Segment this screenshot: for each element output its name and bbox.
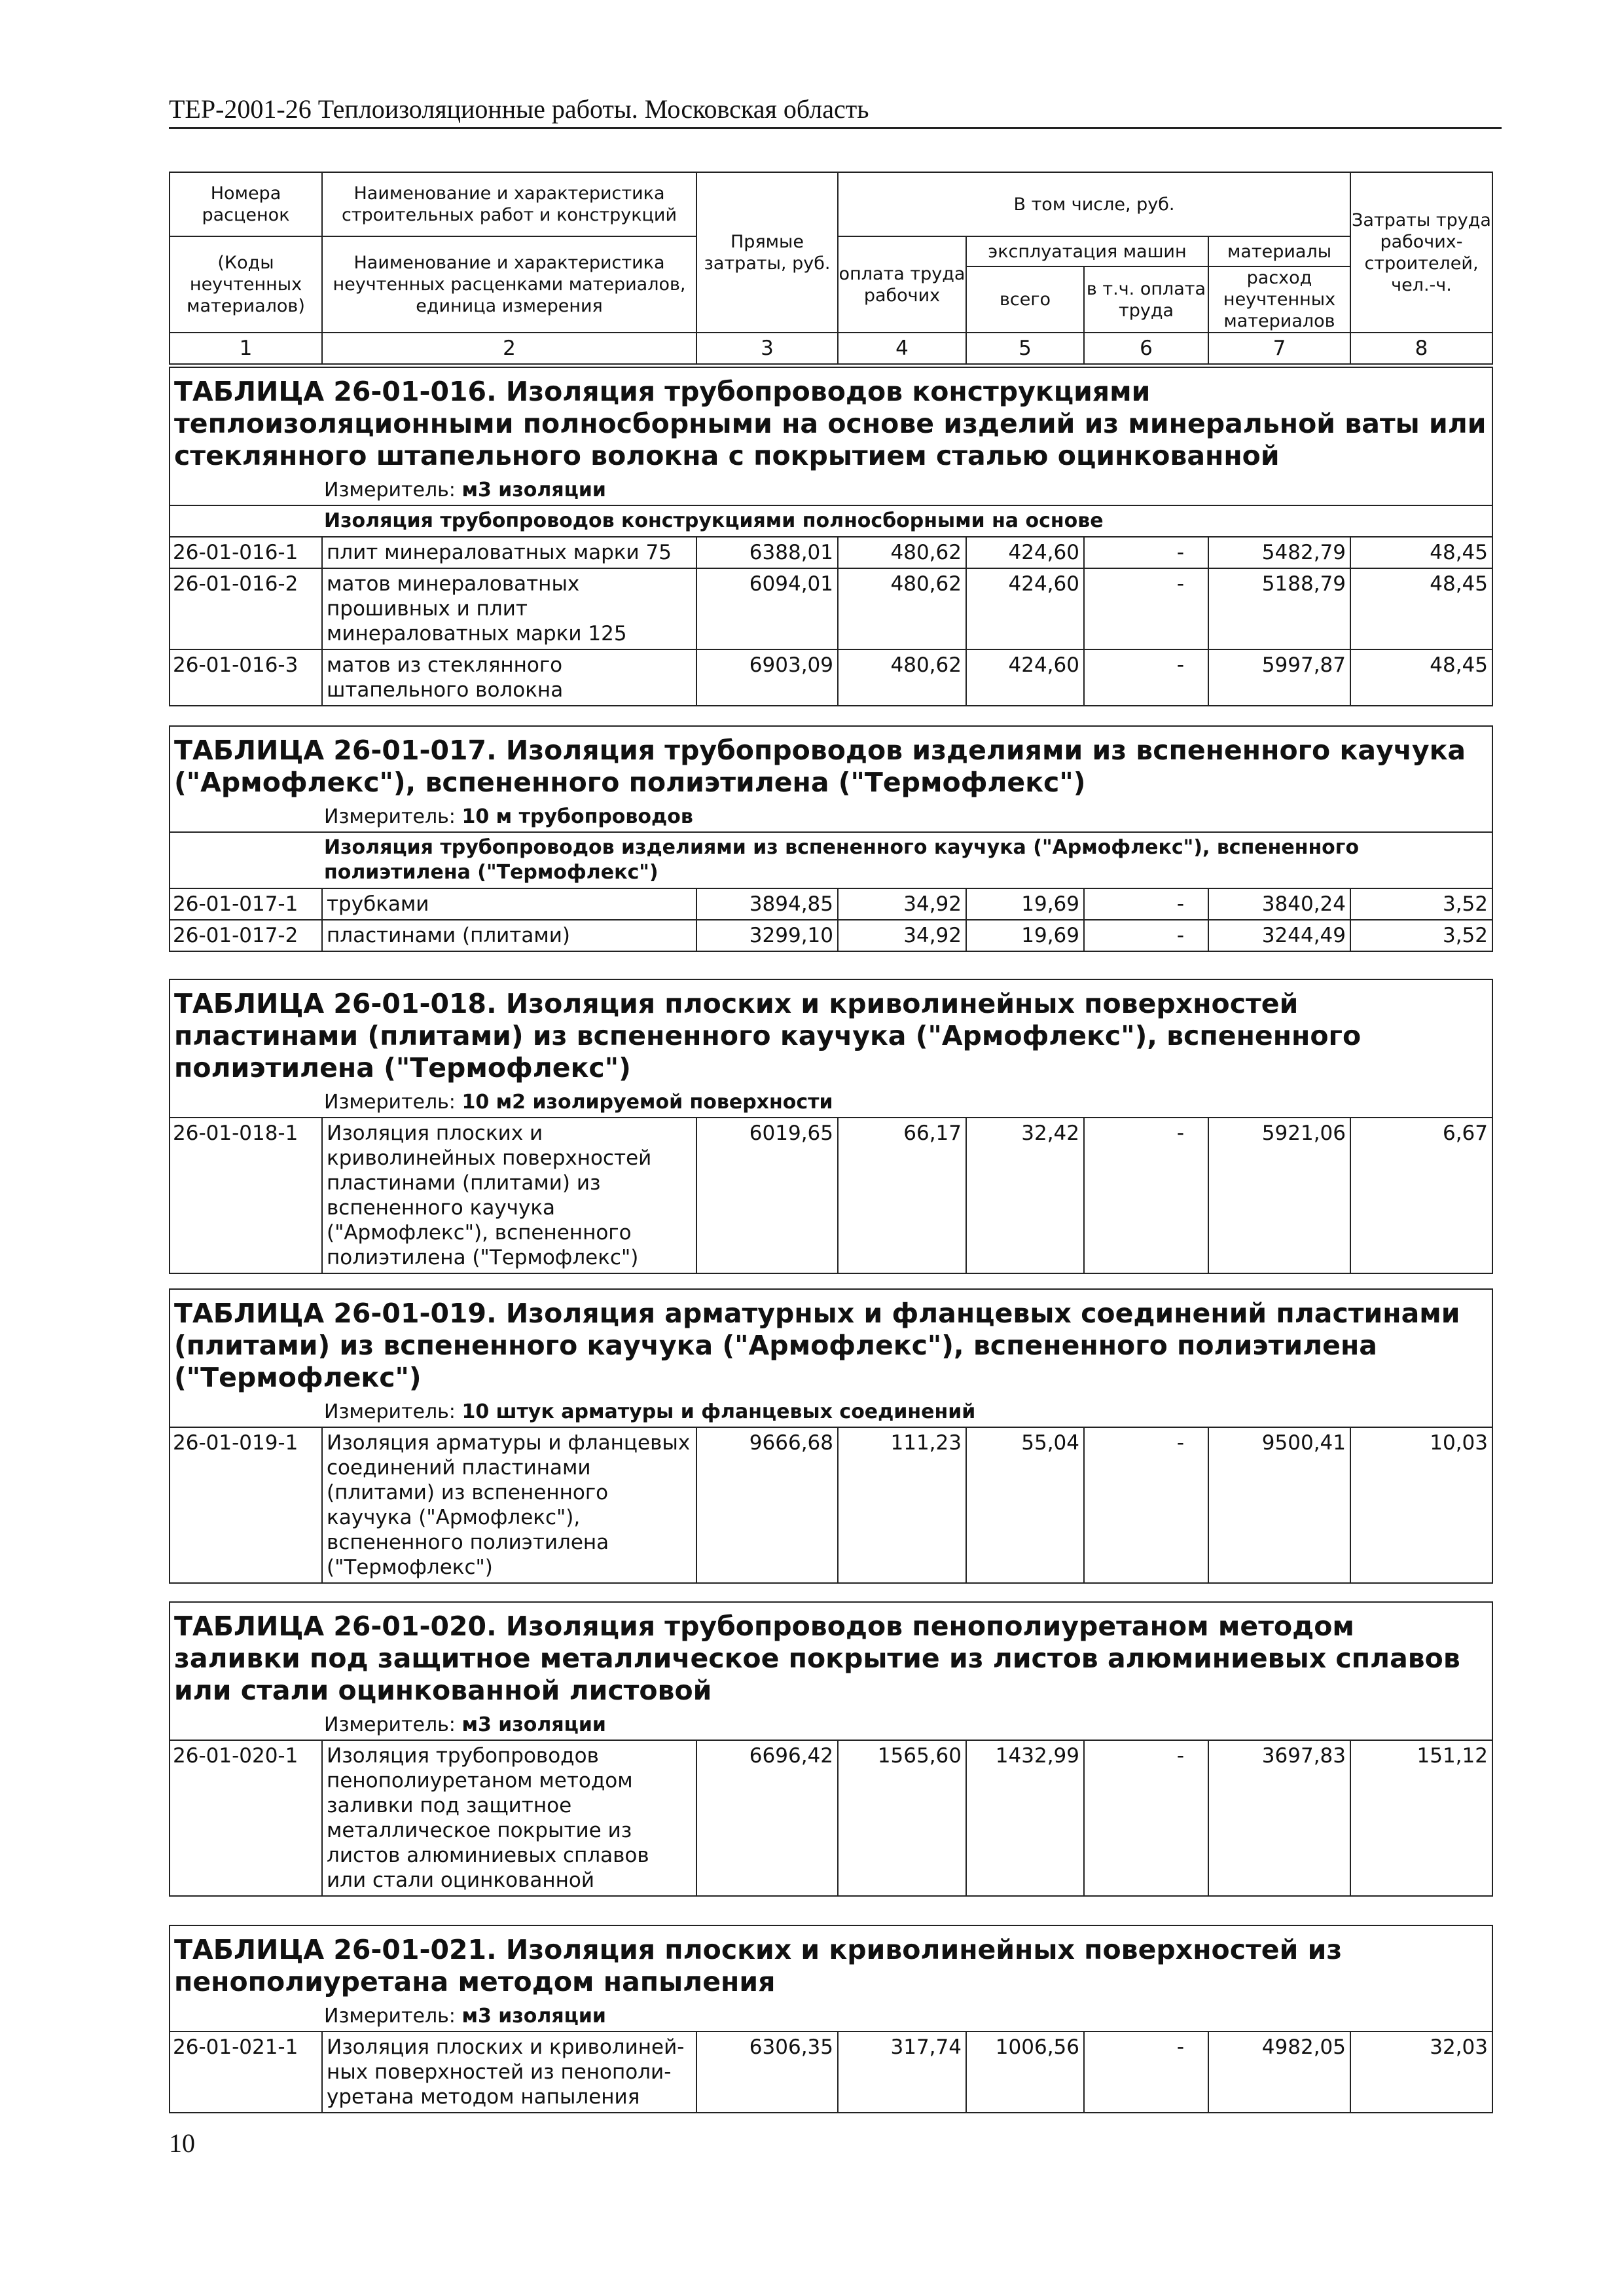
meter-value: м3 изоляции (461, 1713, 606, 1736)
labor-pay-value: 480,62 (838, 568, 966, 649)
table-title: ТАБЛИЦА 26-01-019. Изоляция арматурных и фланцевых соединений пластинами (плитами) из вспененного каучука ("Армофлекс"), вспененного полиэтилена ("Термофлекс") (170, 1289, 1492, 1398)
labor-pay-value: 66,17 (838, 1118, 966, 1273)
rate-code: 26-01-016-2 (170, 568, 322, 649)
machinery-labor-value: - (1084, 920, 1208, 951)
price-table (169, 367, 1493, 706)
rate-name: Изоляция трубопроводов пенополиуретаном методом заливки под защитное металлическое покрытие из листов алюминиевых сплавов или стали оцинкованной (322, 1740, 696, 1896)
machinery-labor-value: - (1084, 1740, 1208, 1896)
table-meter (170, 1398, 1492, 1427)
meter-value: 10 м трубопроводов (461, 805, 693, 828)
machinery-total-value: 19,69 (966, 888, 1084, 920)
col-rates-numbers: Номера расценок (170, 172, 322, 236)
rate-code: 26-01-017-1 (170, 888, 322, 920)
page-number: 10 (169, 2128, 195, 2158)
rate-code: 26-01-016-1 (170, 537, 322, 568)
direct-costs-value: 6094,01 (696, 568, 838, 649)
rate-code: 26-01-019-1 (170, 1427, 322, 1583)
meter-label: Измеритель: (324, 1091, 456, 1114)
rate-code: 26-01-017-2 (170, 920, 322, 951)
rate-code: 26-01-016-3 (170, 649, 322, 706)
table-meter (170, 2002, 1492, 2032)
table-meter (170, 476, 1492, 505)
col-number: 5 (966, 333, 1084, 364)
labor-hours-value: 48,45 (1350, 537, 1492, 568)
col-work-name: Наименование и характеристика строительных работ и конструкций (322, 172, 696, 236)
labor-pay-value: 317,74 (838, 2032, 966, 2113)
machinery-total-value: 1432,99 (966, 1740, 1084, 1896)
table-row (170, 1740, 1492, 1896)
materials-value: 5482,79 (1208, 537, 1350, 568)
rate-name: трубками (322, 888, 696, 920)
meter-value: м3 изоляции (461, 2005, 606, 2028)
materials-value: 5188,79 (1208, 568, 1350, 649)
table-title: ТАБЛИЦА 26-01-018. Изоляция плоских и криволинейных поверхностей пластинами (плитами) из вспененного каучука ("Армофлекс"), вспененного полиэтилена ("Термофлекс") (170, 979, 1492, 1088)
rate-name: матов из стеклянного штапельного волокна (322, 649, 696, 706)
group-heading: Изоляция трубопроводов конструкциями полносборными на основе (170, 505, 1492, 537)
materials-value: 3697,83 (1208, 1740, 1350, 1896)
table-row (170, 920, 1492, 951)
rate-code: 26-01-021-1 (170, 2032, 322, 2113)
table-row (170, 888, 1492, 920)
meter-label: Измеритель: (324, 2005, 456, 2028)
rate-code: 26-01-018-1 (170, 1118, 322, 1273)
table-title: ТАБЛИЦА 26-01-017. Изоляция трубопроводов изделиями из вспененного каучука ("Армофлекс"), вспененного полиэтилена ("Термофлекс") (170, 726, 1492, 803)
direct-costs-value: 3299,10 (696, 920, 838, 951)
col-materials-unlisted: расход неучтенных материалов (1208, 266, 1350, 333)
running-header: ТЕР-2001-26 Теплоизоляционные работы. Московская область (169, 93, 1502, 129)
col-machinery-total: всего (966, 266, 1084, 333)
meter-value: 10 м2 изолируемой поверхности (461, 1091, 833, 1114)
labor-pay-value: 111,23 (838, 1427, 966, 1583)
table-row (170, 537, 1492, 568)
col-including: В том числе, руб. (838, 172, 1350, 236)
materials-value: 5997,87 (1208, 649, 1350, 706)
machinery-labor-value: - (1084, 1118, 1208, 1273)
col-number: 8 (1350, 333, 1492, 364)
meter-label: Измеритель: (324, 479, 456, 501)
col-materials: материалы (1208, 236, 1350, 266)
labor-hours-value: 48,45 (1350, 649, 1492, 706)
price-table (169, 1288, 1493, 1584)
col-number: 3 (696, 333, 838, 364)
labor-hours-value: 32,03 (1350, 2032, 1492, 2113)
labor-pay-value: 1565,60 (838, 1740, 966, 1896)
column-header-table (169, 172, 1493, 365)
col-machinery-labor: в т.ч. оплата труда (1084, 266, 1208, 333)
direct-costs-value: 3894,85 (696, 888, 838, 920)
machinery-labor-value: - (1084, 568, 1208, 649)
meter-label: Измеритель: (324, 1713, 456, 1736)
machinery-total-value: 19,69 (966, 920, 1084, 951)
labor-hours-value: 3,52 (1350, 888, 1492, 920)
rate-name: плит минераловатных марки 75 (322, 537, 696, 568)
col-labor-pay: оплата труда рабочих (838, 236, 966, 333)
price-table (169, 979, 1493, 1274)
col-number: 6 (1084, 333, 1208, 364)
col-direct-costs: Прямые затраты, руб. (696, 172, 838, 333)
direct-costs-value: 6306,35 (696, 2032, 838, 2113)
col-number: 1 (170, 333, 322, 364)
col-codes-unlisted: (Коды неучтенных материалов) (170, 236, 322, 333)
materials-value: 3840,24 (1208, 888, 1350, 920)
direct-costs-value: 6019,65 (696, 1118, 838, 1273)
table-row (170, 1427, 1492, 1583)
table-title: ТАБЛИЦА 26-01-020. Изоляция трубопроводов пенополиуретаном методом заливки под защитное металлическое покрытие из листов алюминиевых сплавов или стали оцинкованной листовой (170, 1602, 1492, 1711)
col-labor-costs: Затраты труда рабочих-строителей, чел.-ч. (1350, 172, 1492, 333)
table-title: ТАБЛИЦА 26-01-016. Изоляция трубопроводов конструкциями теплоизоляционными полносборными на основе изделий из минеральной ваты или стеклянного штапельного волокна с покрытием сталью оцинкованной (170, 367, 1492, 476)
machinery-total-value: 32,42 (966, 1118, 1084, 1273)
col-machinery: эксплуатация машин (966, 236, 1208, 266)
price-table (169, 725, 1493, 952)
labor-hours-value: 48,45 (1350, 568, 1492, 649)
meter-label: Измеритель: (324, 1400, 456, 1423)
meter-value: м3 изоляции (461, 479, 606, 501)
labor-hours-value: 151,12 (1350, 1740, 1492, 1896)
materials-value: 3244,49 (1208, 920, 1350, 951)
table-meter (170, 1711, 1492, 1740)
rate-name: пластинами (плитами) (322, 920, 696, 951)
labor-hours-value: 6,67 (1350, 1118, 1492, 1273)
direct-costs-value: 6903,09 (696, 649, 838, 706)
labor-pay-value: 34,92 (838, 920, 966, 951)
materials-value: 5921,06 (1208, 1118, 1350, 1273)
meter-label: Измеритель: (324, 805, 456, 828)
table-row (170, 568, 1492, 649)
rate-name: Изоляция плоских и криволинейных поверхностей пластинами (плитами) из вспененного каучука ("Армофлекс"), вспененного полиэтилена ("Термофлекс") (322, 1118, 696, 1273)
table-title: ТАБЛИЦА 26-01-021. Изоляция плоских и криволинейных поверхностей из пенополиуретана методом напыления (170, 1925, 1492, 2002)
table-meter (170, 803, 1492, 832)
materials-value: 4982,05 (1208, 2032, 1350, 2113)
rate-name: матов минераловатных прошивных и плит минераловатных марки 125 (322, 568, 696, 649)
labor-pay-value: 34,92 (838, 888, 966, 920)
table-row (170, 649, 1492, 706)
col-number: 4 (838, 333, 966, 364)
machinery-labor-value: - (1084, 1427, 1208, 1583)
rate-name: Изоляция арматуры и фланцевых соединений пластинами (плитами) из вспененного каучука ("Армофлекс"), вспененного полиэтилена ("Термофлекс") (322, 1427, 696, 1583)
direct-costs-value: 6388,01 (696, 537, 838, 568)
machinery-total-value: 424,60 (966, 649, 1084, 706)
col-number: 2 (322, 333, 696, 364)
col-number: 7 (1208, 333, 1350, 364)
rate-name: Изоляция плоских и криволиней-ных поверхностей из пенополи-уретана методом напыления (322, 2032, 696, 2113)
table-row (170, 1118, 1492, 1273)
labor-pay-value: 480,62 (838, 649, 966, 706)
col-material-name: Наименование и характеристика неучтенных расценками материалов, единица измерения (322, 236, 696, 333)
machinery-labor-value: - (1084, 649, 1208, 706)
machinery-total-value: 424,60 (966, 568, 1084, 649)
price-table (169, 1925, 1493, 2113)
rate-code: 26-01-020-1 (170, 1740, 322, 1896)
labor-pay-value: 480,62 (838, 537, 966, 568)
materials-value: 9500,41 (1208, 1427, 1350, 1583)
table-row (170, 2032, 1492, 2113)
machinery-total-value: 55,04 (966, 1427, 1084, 1583)
labor-hours-value: 10,03 (1350, 1427, 1492, 1583)
direct-costs-value: 6696,42 (696, 1740, 838, 1896)
machinery-total-value: 1006,56 (966, 2032, 1084, 2113)
table-meter (170, 1088, 1492, 1118)
machinery-labor-value: - (1084, 537, 1208, 568)
machinery-labor-value: - (1084, 888, 1208, 920)
labor-hours-value: 3,52 (1350, 920, 1492, 951)
machinery-total-value: 424,60 (966, 537, 1084, 568)
direct-costs-value: 9666,68 (696, 1427, 838, 1583)
meter-value: 10 штук арматуры и фланцевых соединений (461, 1400, 976, 1423)
price-table (169, 1601, 1493, 1897)
machinery-labor-value: - (1084, 2032, 1208, 2113)
group-heading: Изоляция трубопроводов изделиями из вспененного каучука ("Армофлекс"), вспененного полиэтилена ("Термофлекс") (170, 832, 1492, 888)
